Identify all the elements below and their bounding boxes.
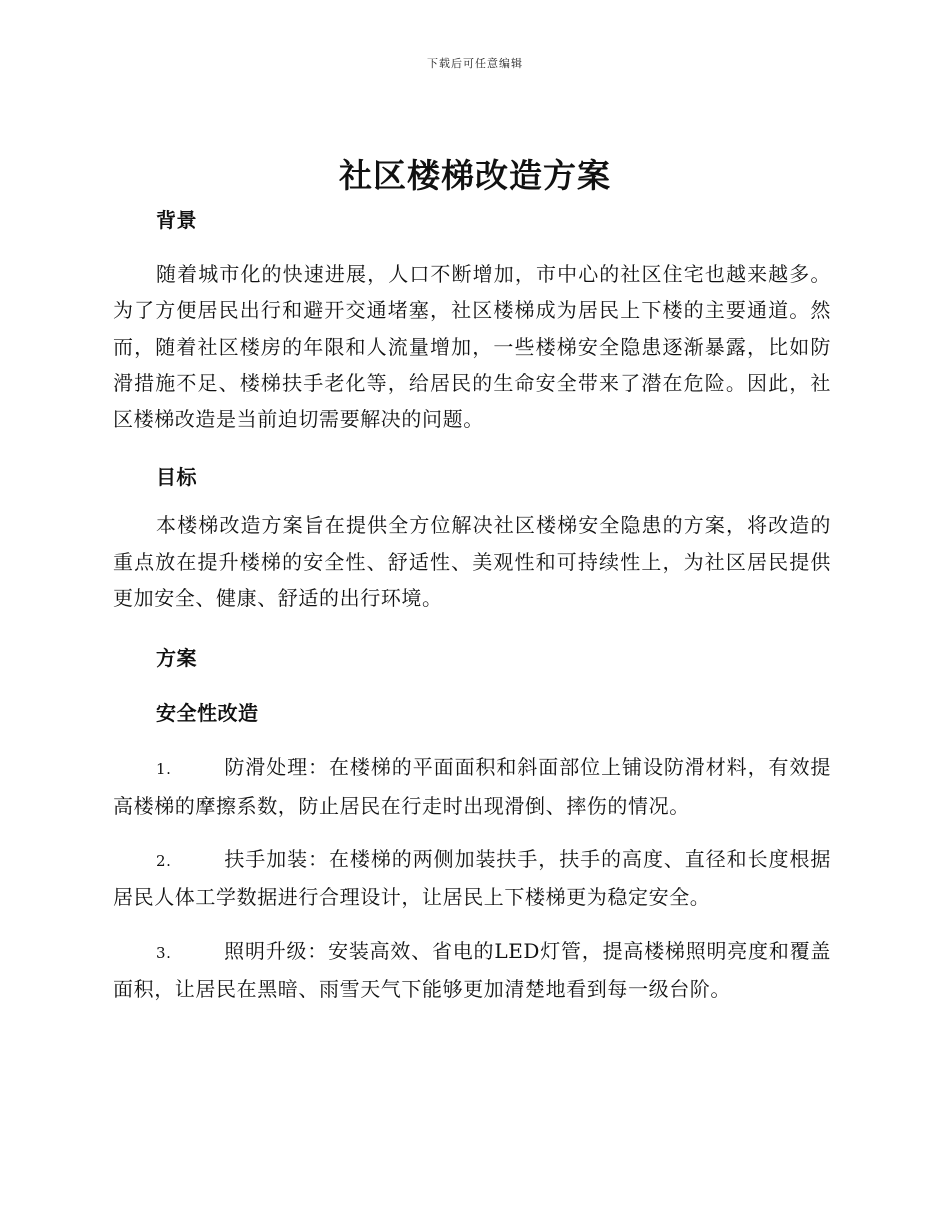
document-body (113, 200, 831, 1007)
list-item (113, 933, 831, 1008)
list-item-text: 照明升级：安装高效、省电的LED灯管，提高楼梯照明亮度和覆盖面积，让居民在黑暗、雨雪天气下能够更加清楚地看到每一级台阶。 (113, 938, 831, 1001)
header-note: 下载后可任意编辑 (427, 57, 523, 70)
paragraph-background: 随着城市化的快速进展，人口不断增加，市中心的社区住宅也越来越多。为了方便居民出行和避开交通堵塞，社区楼梯成为居民上下楼的主要通道。然而，随着社区楼房的年限和人流量增加，一些楼梯安全隐患逐渐暴露，比如防滑措施不足、楼梯扶手老化等，给居民的生命安全带来了潜在危险。因此，社区楼梯改造是当前迫切需要解决的问题。 (113, 262, 831, 432)
section-background (113, 200, 831, 437)
list-item (113, 749, 831, 824)
section-plan (113, 638, 831, 678)
paragraph-goal: 本楼梯改造方案旨在提供全方位解决社区楼梯安全隐患的方案，将改造的重点放在提升楼梯的安全性、舒适性、美观性和可持续性上，为社区居民提供更加安全、健康、舒适的出行环境。 (113, 513, 831, 611)
section-heading-plan: 方案 (156, 646, 197, 671)
list-item-text: 扶手加装：在楼梯的两侧加装扶手，扶手的高度、直径和长度根据居民人体工学数据进行合理设计，让居民上下楼梯更为稳定安全。 (113, 846, 831, 910)
document-title: 社区楼梯改造方案 (339, 156, 611, 195)
list-item-number: 3. (156, 943, 172, 962)
section-heading-goal: 目标 (156, 465, 197, 490)
section-safety (113, 693, 831, 1007)
list-item-text: 防滑处理：在楼梯的平面面积和斜面部位上铺设防滑材料，有效提高楼梯的摩擦系数，防止居民在行走时出现滑倒、摔伤的情况。 (113, 755, 831, 818)
list-item-number: 1. (156, 760, 172, 779)
section-heading-background: 背景 (156, 208, 197, 232)
section-goal (113, 457, 831, 616)
list-item (113, 841, 831, 916)
section-heading-safety: 安全性改造 (156, 701, 259, 726)
list-item-number: 2. (156, 851, 172, 870)
